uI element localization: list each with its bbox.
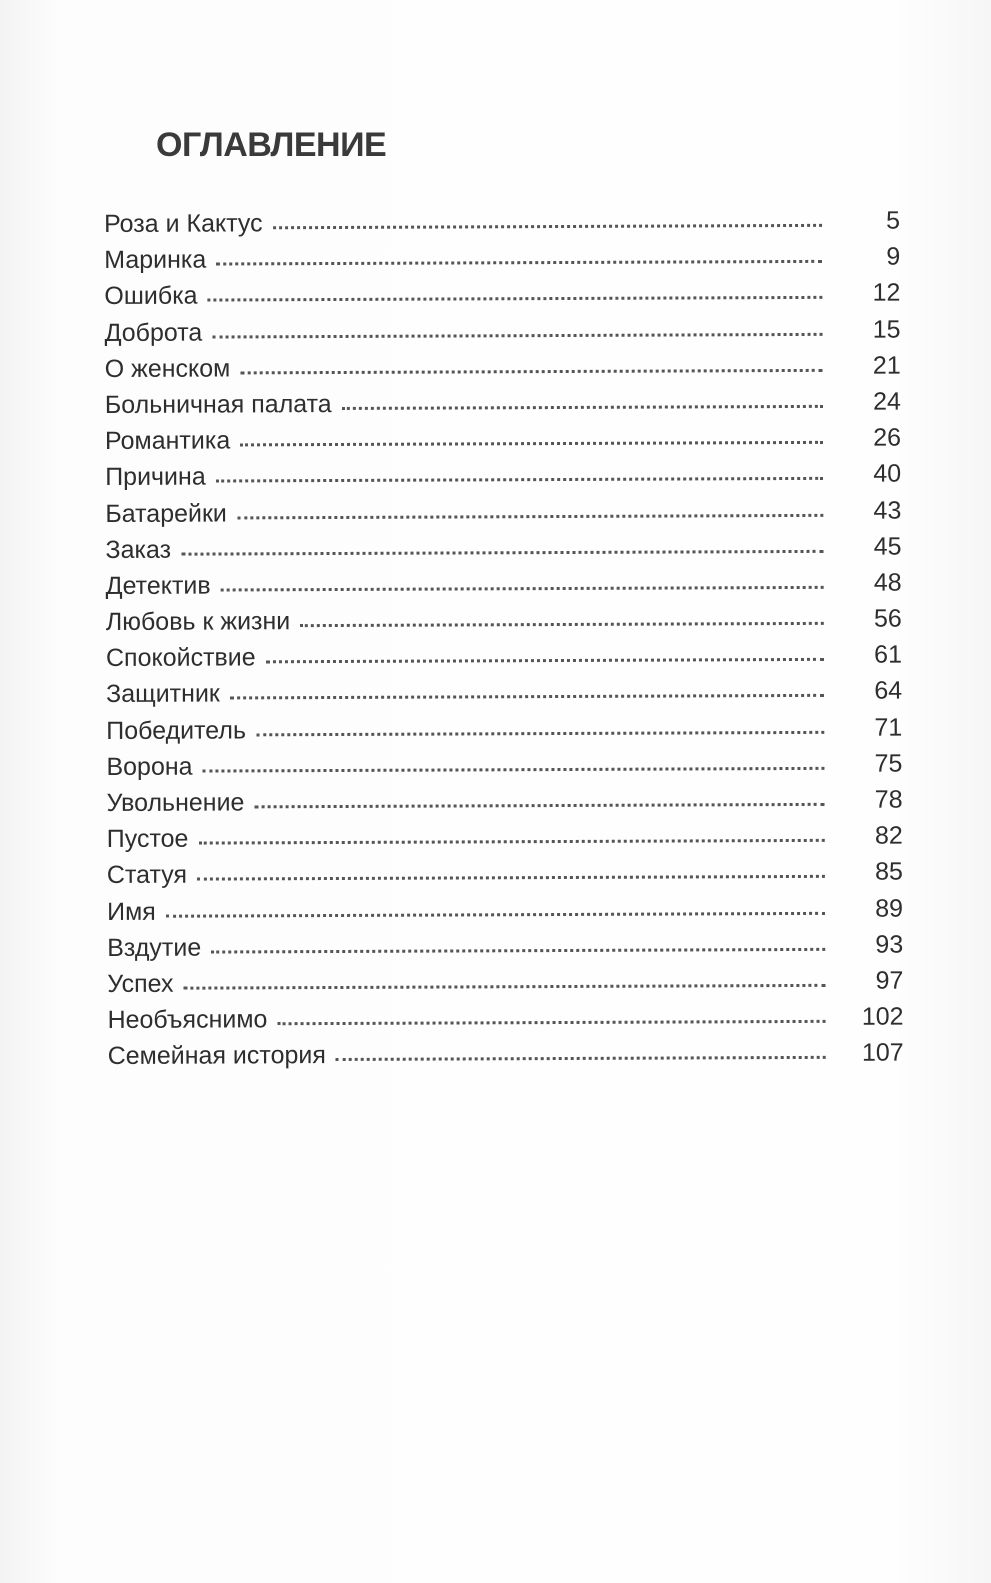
toc-entry-page-number: 93 [875,930,904,959]
dot-leader [240,441,823,447]
toc-entry [106,641,902,681]
toc-entry-title: Романтика [104,426,231,456]
toc-entry-page-number: 85 [875,857,903,887]
toc-entry [105,460,901,500]
dot-leader [277,1020,825,1025]
toc-entry-page-number: 5 [886,206,901,235]
toc-entry-title: Пустое [106,824,189,854]
toc-entry-title: Доброта [104,318,203,347]
toc-entry-title: Необъяснимо [107,1005,268,1035]
toc-entry-title: Батарейки [105,498,227,528]
toc-entry-title: Причина [105,462,206,492]
toc-entry-title: Маринка [104,245,207,275]
toc-entry [105,496,901,536]
dot-leader [216,260,822,266]
dot-leader [273,224,822,229]
toc-entry-title: Победитель [106,716,247,745]
toc-entry [105,424,901,464]
toc-entry [106,605,902,645]
toc-entry-title: Спокойствие [105,643,256,673]
toc-entry [107,858,903,898]
dot-leader [240,369,822,375]
toc-entry-page-number: 56 [873,604,902,633]
dot-leader [181,550,823,556]
dot-leader [300,622,824,627]
dot-leader [211,948,825,954]
dot-leader [256,730,824,735]
toc-entry-page-number: 40 [873,459,902,488]
toc-entry-page-number: 61 [874,640,903,669]
toc-entry-page-number: 45 [873,532,902,561]
toc-entry-page-number: 15 [872,315,901,344]
toc-entry-title: Роза и Кактус [104,209,263,238]
toc-entry-page-number: 102 [861,1002,904,1031]
dot-leader [266,658,824,663]
toc-entry [105,532,901,572]
dot-leader [230,694,824,700]
dot-leader [212,332,822,338]
toc-entry-title: Ворона [106,752,193,781]
toc-entry [106,677,902,717]
toc-entry-title: Детектив [105,571,211,600]
toc-entry-title: Успех [107,969,174,998]
dot-leader [237,513,823,519]
page-title: ОГЛАВЛЕНИЕ [156,126,387,164]
toc-entry [106,713,902,753]
toc-entry [107,930,903,970]
toc-entry-page-number: 89 [875,894,904,923]
dot-leader [183,984,825,990]
toc-entry-title: Вздутие [107,933,202,962]
dot-leader [166,911,825,917]
toc-entry-title: Статуя [106,861,188,890]
toc-entry-page-number: 64 [874,676,903,706]
toc-entry-title: Защитник [106,679,220,709]
toc-entry-page-number: 24 [872,387,901,416]
toc-entry-page-number: 97 [875,966,904,995]
toc-entry [107,786,903,826]
toc-entry [106,568,902,608]
toc-entry [105,387,901,427]
toc-entry-page-number: 48 [873,568,902,597]
dot-leader [208,296,823,302]
table-of-contents [104,207,904,1079]
toc-entry [106,749,902,789]
toc-entry [107,822,903,862]
toc-entry-page-number: 12 [872,278,901,308]
toc-entry-page-number: 71 [874,713,903,742]
toc-entry-page-number: 26 [873,423,902,452]
toc-entry-page-number: 9 [886,242,901,271]
toc-entry [108,1039,904,1079]
dot-leader [342,405,823,410]
toc-entry [104,279,900,319]
toc-entry-page-number: 82 [874,821,903,850]
dot-leader [203,767,825,773]
toc-entry [104,243,900,283]
toc-entry-title: Заказ [105,535,172,564]
dot-leader [198,839,824,845]
toc-entry-title: Ошибка [104,281,198,311]
toc-entry [107,1003,903,1043]
dot-leader [336,1056,826,1061]
toc-entry-title: Любовь к жизни [105,607,291,637]
dot-leader [221,586,824,592]
toc-entry [105,351,901,391]
dot-leader [197,875,825,881]
toc-entry-title: О женском [104,354,231,383]
toc-entry [107,966,903,1006]
dot-leader [254,803,824,808]
toc-entry-title: Больничная палата [104,389,332,419]
toc-entry [104,315,900,355]
toc-entry-page-number: 107 [861,1038,904,1068]
toc-entry [107,894,903,934]
toc-entry-title: Семейная история [107,1041,326,1071]
toc-entry-page-number: 21 [872,351,901,380]
toc-entry-page-number: 75 [874,749,903,778]
toc-entry-title: Увольнение [106,788,245,817]
toc-entry-title: Имя [107,897,156,926]
toc-entry-page-number: 78 [874,785,903,814]
toc-entry-page-number: 43 [873,496,902,525]
dot-leader [216,477,823,483]
toc-entry [104,207,900,247]
